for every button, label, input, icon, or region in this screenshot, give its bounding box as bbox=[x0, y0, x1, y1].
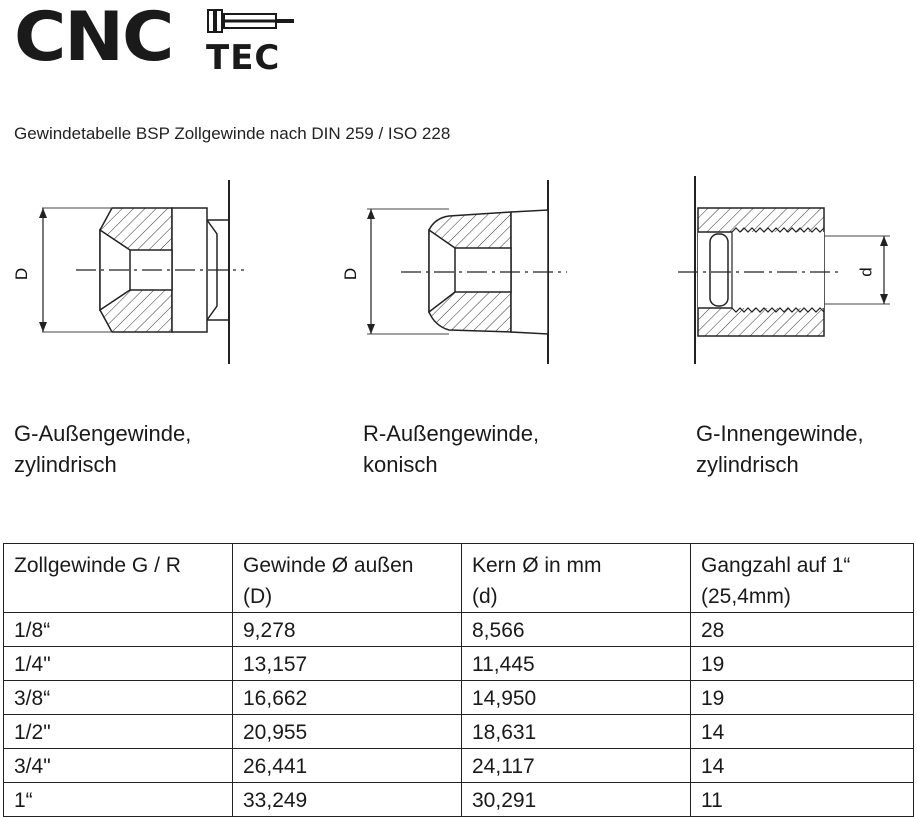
cnctec-logo bbox=[10, 0, 300, 82]
table-row bbox=[4, 715, 914, 749]
logo-sub-text: TEC bbox=[206, 38, 281, 78]
header-line: (d) bbox=[472, 585, 498, 608]
caption-line: zylindrisch bbox=[14, 452, 117, 477]
table-cell: 19 bbox=[691, 681, 914, 715]
table-cell: 26,441 bbox=[233, 749, 462, 783]
table-row bbox=[4, 783, 914, 817]
caption-g-internal bbox=[696, 418, 864, 480]
header-line: Gangzahl auf 1“ bbox=[701, 554, 851, 577]
table-cell: 28 bbox=[691, 613, 914, 647]
table-row bbox=[4, 749, 914, 783]
caption-r-external bbox=[363, 418, 539, 480]
caption-g-external bbox=[14, 418, 191, 480]
table-cell: 33,249 bbox=[233, 783, 462, 817]
dimension-label-d-outer-conical: D bbox=[341, 267, 361, 281]
logo-main-text: CNC bbox=[14, 0, 173, 77]
header-line: Zollgewinde G / R bbox=[14, 554, 181, 577]
header-cell-size bbox=[4, 544, 233, 613]
drill-icon bbox=[200, 6, 296, 40]
table-header-row bbox=[4, 544, 914, 613]
table-cell: 3/4" bbox=[4, 749, 233, 783]
table-cell: 14 bbox=[691, 715, 914, 749]
table-cell: 14,950 bbox=[462, 681, 691, 715]
table-cell: 14 bbox=[691, 749, 914, 783]
caption-line: G-Innengewinde, bbox=[696, 421, 864, 446]
header-cell-tpi bbox=[691, 544, 914, 613]
table-cell: 3/8“ bbox=[4, 681, 233, 715]
diagram-r-external bbox=[345, 176, 575, 376]
table-cell: 16,662 bbox=[233, 681, 462, 715]
table-cell: 18,631 bbox=[462, 715, 691, 749]
page-subtitle: Gewindetabelle BSP Zollgewinde nach DIN 259 / ISO 228 bbox=[14, 124, 451, 143]
table-row bbox=[4, 613, 914, 647]
table-cell: 8,566 bbox=[462, 613, 691, 647]
dimension-label-d-inner: d bbox=[856, 267, 876, 277]
header-line: Gewinde Ø außen bbox=[243, 554, 414, 577]
header-line: Kern Ø in mm bbox=[472, 554, 602, 577]
table-cell: 11,445 bbox=[462, 647, 691, 681]
dimension-label-d-outer: D bbox=[12, 267, 32, 281]
table-cell: 30,291 bbox=[462, 783, 691, 817]
header-cell-core-diameter bbox=[462, 544, 691, 613]
header-cell-outer-diameter bbox=[233, 544, 462, 613]
thread-table bbox=[3, 543, 914, 817]
table-cell: 11 bbox=[691, 783, 914, 817]
header-line: (25,4mm) bbox=[701, 585, 791, 608]
table-cell: 1/4" bbox=[4, 647, 233, 681]
caption-line: konisch bbox=[363, 452, 438, 477]
table-row bbox=[4, 681, 914, 715]
caption-line: G-Außengewinde, bbox=[14, 421, 192, 446]
table-cell: 24,117 bbox=[462, 749, 691, 783]
table-cell: 9,278 bbox=[233, 613, 462, 647]
table-cell: 13,157 bbox=[233, 647, 462, 681]
diagram-g-external bbox=[30, 176, 260, 376]
caption-line: zylindrisch bbox=[696, 452, 799, 477]
table-row bbox=[4, 647, 914, 681]
table-cell: 1/8“ bbox=[4, 613, 233, 647]
table-cell: 19 bbox=[691, 647, 914, 681]
caption-line: R-Außengewinde, bbox=[363, 421, 540, 446]
table-cell: 20,955 bbox=[233, 715, 462, 749]
table-cell: 1“ bbox=[4, 783, 233, 817]
header-line: (D) bbox=[243, 585, 273, 608]
table-cell: 1/2" bbox=[4, 715, 233, 749]
